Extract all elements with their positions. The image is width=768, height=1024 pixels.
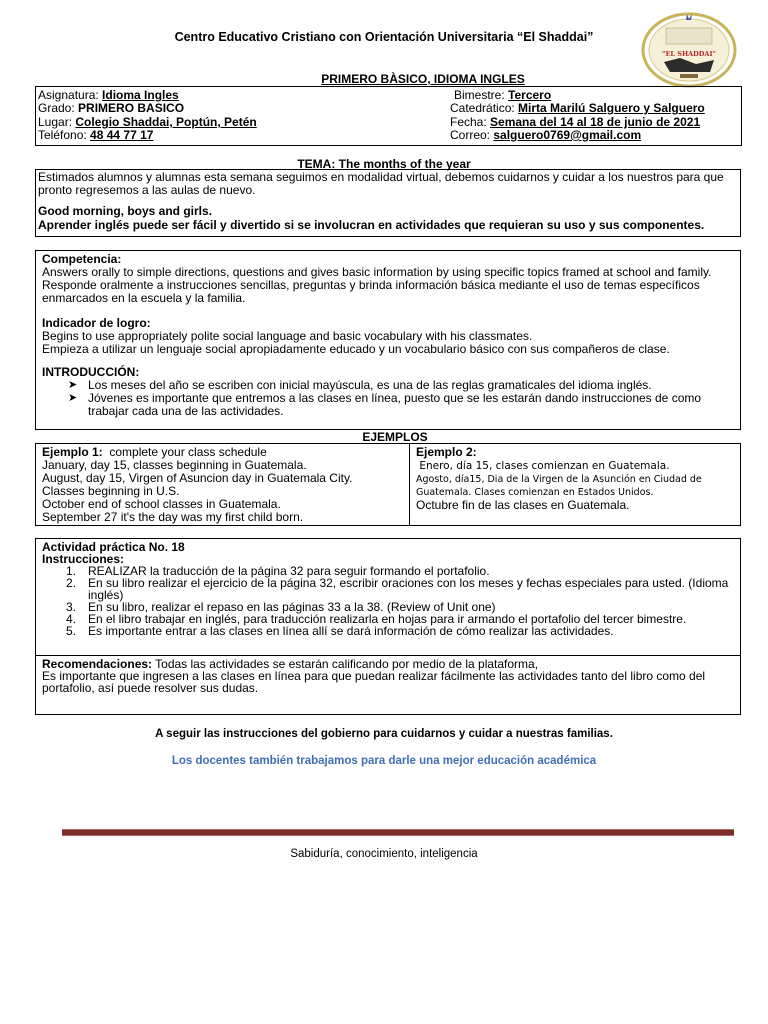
ejemplo-2-line: Enero, día 15, clases comienzan en Guatemala. xyxy=(416,460,670,472)
recomendaciones-label: Recomendaciones: xyxy=(42,657,153,671)
catedratico-label: Catedrático: xyxy=(450,101,515,115)
bimestre-label: Bimestre: xyxy=(454,88,505,102)
ejemplos-table xyxy=(35,443,741,526)
ejemplo-2-cell xyxy=(410,444,740,525)
footer-divider xyxy=(62,829,734,836)
competencia-label: Competencia: xyxy=(42,252,122,266)
fecha-row xyxy=(450,115,700,129)
document-title: PRIMERO BÀSICO, IDIOMA INGLES xyxy=(321,72,525,86)
tema-box xyxy=(35,169,741,237)
recomendaciones-text-2: Es importante que ingresen a las clases en línea para que puedan realizar fácilmente las actividades tanto del libro como del portafolio, así puede resolver sus dudas. xyxy=(42,669,706,695)
ejemplo-1-line: August, day 15, Virgen of Asuncion day in Guatemala City. xyxy=(42,471,353,485)
telefono-value: 48 44 77 17 xyxy=(90,128,154,142)
ejemplo-2-line: Octubre fin de las clases en Guatemala. xyxy=(416,498,630,512)
arrow-bullet-icon: ➤ xyxy=(68,392,78,404)
divider xyxy=(36,655,740,656)
bimestre-row xyxy=(454,88,551,102)
info-table xyxy=(35,86,742,146)
item-text: REALIZAR la traducción de la página 32 para seguir formando el portafolio. xyxy=(88,564,490,578)
tema-intro: Estimados alumnos y alumnas esta semana seguimos en modalidad virtual, debemos cuidarnos y cuidar a los nuestros para que pronto regresemos a las aulas de nuevo. xyxy=(38,170,724,197)
lugar-row xyxy=(38,115,257,129)
catedratico-row xyxy=(450,101,705,115)
asignatura-row xyxy=(38,88,179,102)
telefono-label: Teléfono: xyxy=(38,128,87,142)
indicador-en: Begins to use appropriately polite social language and basic vocabulary with his classmates. xyxy=(42,329,533,343)
asignatura-label: Asignatura: xyxy=(38,88,99,102)
bimestre-value: Tercero xyxy=(508,88,552,102)
fecha-value: Semana del 14 al 18 de junio de 2021 xyxy=(490,115,701,129)
introduccion-list xyxy=(42,379,734,418)
tema-motto: Aprender inglés puede ser fácil y divertido si se involucran en actividades que requieran su uso y sus componentes. xyxy=(38,218,705,232)
ejemplo-1-line: October end of school classes in Guatemala. xyxy=(42,497,281,511)
ejemplo-1-label: Ejemplo 1: xyxy=(42,445,103,459)
ejemplo-1-cell xyxy=(36,444,410,525)
competencia-text-es: Responde oralmente a instrucciones sencillas, preguntas y brinda información básica mediante el uso de temas específicos enmarcados en la escuela y la familia. xyxy=(42,278,700,305)
recomendaciones-text: Todas las actividades se estarán calificando por medio de la plataforma, xyxy=(152,657,539,671)
list-item xyxy=(42,392,734,418)
lugar-label: Lugar: xyxy=(38,115,73,129)
ejemplo-1-line: January, day 15, classes beginning in Guatemala. xyxy=(42,458,307,472)
competencia-text-en: Answers orally to simple directions, questions and gives basic information by using specific topics framed at school and family. xyxy=(42,265,712,279)
list-item xyxy=(42,577,734,601)
closing-message: A seguir las instrucciones del gobierno para cuidarnos y cuidar a nuestras familias. xyxy=(155,728,613,740)
competencia-box xyxy=(35,250,741,430)
arrow-bullet-icon: ➤ xyxy=(68,379,78,391)
ejemplo-1-line: Classes beginning in U.S. xyxy=(42,484,180,498)
actividad-title: Actividad práctica No. 18 xyxy=(42,540,185,554)
indicador-es: Empieza a utilizar un lenguaje social apropiadamente educado y un vocabulario básico con sus compañeros de clase. xyxy=(42,342,670,356)
ejemplo-2-line: Agosto, día15, Dia de la Virgen de la Asunción en Ciudad de Guatemala. Clases comienzan en Estados Unidos. xyxy=(416,474,702,498)
introduccion-label: INTRODUCCIÓN: xyxy=(42,365,140,379)
ejemplo-2-label: Ejemplo 2: xyxy=(416,445,477,459)
bullet-text: Los meses del año se escriben con inicial mayúscula, es una de las reglas gramaticales del idioma inglés. xyxy=(88,378,652,392)
grado-value: PRIMERO BASICO xyxy=(78,101,185,115)
item-number: 2. xyxy=(66,576,77,590)
footer-motto: Sabiduría, conocimiento, inteligencia xyxy=(290,848,478,860)
school-name: Centro Educativo Cristiano con Orientación Universitaria “El Shaddai” xyxy=(174,30,594,44)
item-number: 5. xyxy=(66,624,77,638)
item-number: 1. xyxy=(66,564,77,578)
grado-label: Grado: xyxy=(38,101,75,115)
correo-row xyxy=(450,128,641,142)
item-text: Es importante entrar a las clases en línea allí se dará información de cómo realizar las actividades. xyxy=(88,624,614,638)
tema-title: TEMA: The months of the year xyxy=(297,157,471,171)
recomendaciones xyxy=(42,658,736,694)
list-item xyxy=(42,625,734,637)
instrucciones-list xyxy=(42,565,734,637)
lugar-value: Colegio Shaddai, Poptún, Petén xyxy=(75,115,257,129)
ejemplo-1-sub: complete your class schedule xyxy=(102,445,267,459)
fecha-label: Fecha: xyxy=(450,115,487,129)
asignatura-value: Idioma Ingles xyxy=(102,88,179,102)
actividad-box xyxy=(35,538,741,715)
logo-text: "EL SHADDAI" xyxy=(662,50,716,58)
instrucciones-label: Instrucciones: xyxy=(42,552,125,566)
indicador-label: Indicador de logro: xyxy=(42,316,151,330)
item-text: En su libro realizar el ejercicio de la página 32, escribir oraciones con los meses y fechas especiales para usted. (Idioma inglés) xyxy=(88,576,729,602)
ejemplos-title: EJEMPLOS xyxy=(362,430,428,444)
item-text: En el libro trabajar en inglés, para traducción realizarla en hojas para ir armando el portafolio del tercer bimestre. xyxy=(88,612,687,626)
item-text: En su libro, realizar el repaso en las páginas 33 a la 38. (Review of Unit one) xyxy=(88,600,496,614)
correo-label: Correo: xyxy=(450,128,491,142)
tema-greeting: Good morning, boys and girls. xyxy=(38,204,213,218)
bullet-text: Jóvenes es importante que entremos a las clases en línea, puesto que se les estarán dando instrucciones de como trabajar cada una de las actividades. xyxy=(88,391,702,418)
catedratico-value: Mirta Marilú Salguero y Salguero xyxy=(518,101,705,115)
item-number: 4. xyxy=(66,612,77,626)
correo-value: salguero0769@gmail.com xyxy=(493,128,642,142)
grado-row xyxy=(38,101,184,115)
ejemplo-1-line: September 27 it's the day was my first child born. xyxy=(42,510,304,524)
telefono-row xyxy=(38,128,153,142)
teachers-message: Los docentes también trabajamos para darle una mejor educación académica xyxy=(171,755,597,767)
item-number: 3. xyxy=(66,600,77,614)
